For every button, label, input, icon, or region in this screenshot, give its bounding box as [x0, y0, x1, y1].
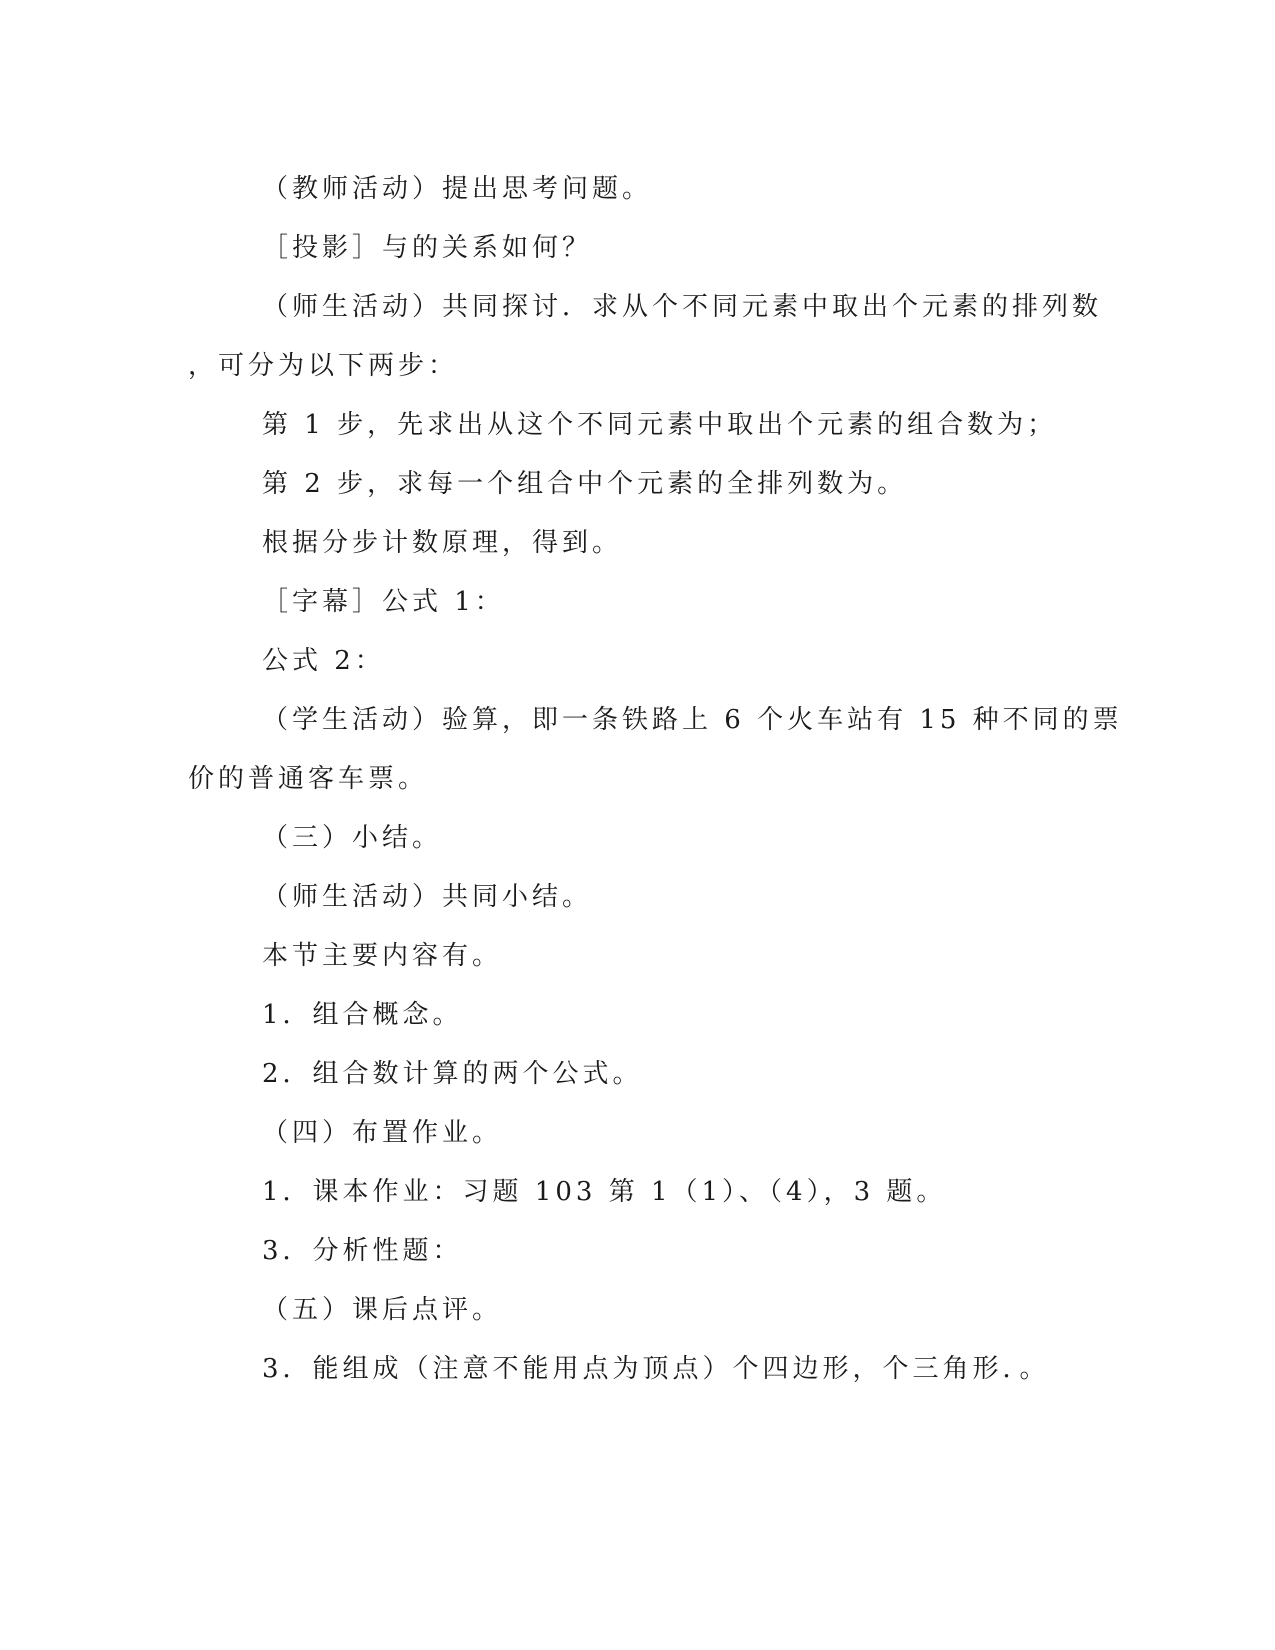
paragraph-joint-discussion: （师生活动）共同探讨．求从个不同元素中取出个元素的排列数 [262, 292, 1103, 322]
paragraph-student-activity: （学生活动）验算，即一条铁路上 6 个火车站有 15 种不同的票 [262, 705, 1123, 735]
paragraph-formula-2: 公式 2： [262, 646, 385, 676]
paragraph-main-content: 本节主要内容有。 [262, 941, 503, 971]
paragraph-joint-discussion-cont: ，可分为以下两步： [188, 351, 459, 381]
paragraph-step-1: 第 1 步，先求出从这个不同元素中取出个元素的组合数为； [262, 410, 1058, 440]
section-heading-review: （五）课后点评。 [262, 1295, 503, 1325]
list-item-combination-concept: 1．组合概念。 [262, 1000, 463, 1030]
paragraph-counting-principle: 根据分步计数原理，得到。 [262, 528, 623, 558]
paragraph-joint-summary: （师生活动）共同小结。 [262, 882, 593, 912]
paragraph-formula-1: ［字幕］公式 1： [262, 587, 505, 617]
paragraph-step-2: 第 2 步，求每一个组合中个元素的全排列数为。 [262, 469, 908, 499]
list-item-analysis-question: 3．分析性题： [262, 1236, 463, 1266]
section-heading-summary: （三）小结。 [262, 823, 443, 853]
paragraph-teacher-activity: （教师活动）提出思考问题。 [262, 174, 653, 204]
paragraph-student-activity-cont: 价的普通客车票。 [188, 764, 429, 794]
list-item-quadrilateral-triangle: 3．能组成（注意不能用点为顶点）个四边形，个三角形．。 [262, 1354, 1050, 1384]
list-item-textbook-homework: 1．课本作业：习题 103 第 1（1）、（4），3 题。 [262, 1177, 947, 1207]
section-heading-homework: （四）布置作业。 [262, 1118, 503, 1148]
paragraph-projection-question: ［投影］与的关系如何？ [262, 233, 593, 263]
list-item-two-formulas: 2．组合数计算的两个公式。 [262, 1059, 643, 1089]
